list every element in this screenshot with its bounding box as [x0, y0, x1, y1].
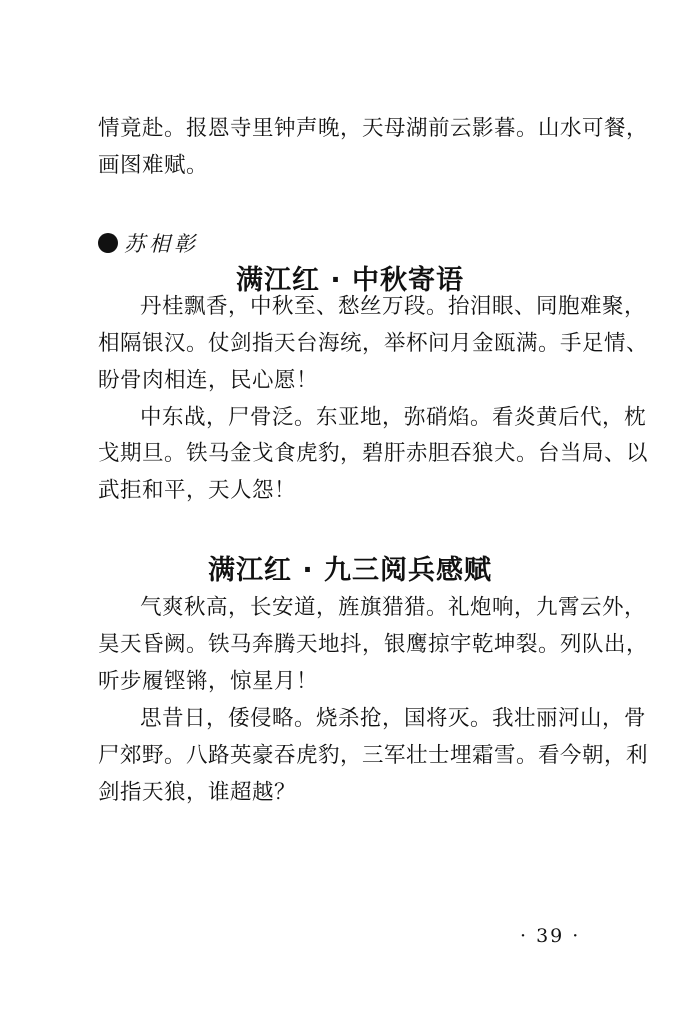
bullet-icon — [98, 233, 118, 253]
poem-line: 戈期旦。铁马金戈食虎豹，碧肝赤胆吞狼犬。台当局、以 — [98, 441, 649, 466]
poem-line: 剑指天狼，谁超越？ — [98, 780, 297, 805]
poem-line: 相隔银汉。仗剑指天台海统，举杯问月金瓯满。手足情、 — [98, 331, 649, 356]
poem-line: 盼骨肉相连，民心愿！ — [98, 368, 319, 393]
poem-line: 思昔日，倭侵略。烧杀抢，国将灭。我壮丽河山，骨 — [140, 706, 647, 731]
poem-line: 昊天昏阙。铁马奔腾天地抖，银鹰掠宇乾坤裂。列队出， — [98, 632, 649, 657]
poem-line: 中东战，尸骨泛。东亚地，弥硝焰。看炎黄后代，枕 — [140, 405, 647, 430]
page-number: · 39 · — [520, 925, 581, 947]
poem-line: 武拒和平，天人怨！ — [98, 478, 297, 503]
poem-line: 丹桂飘香，中秋至、愁丝万段。抬泪眼、同胞难聚， — [140, 294, 647, 319]
poem-title: 满江红 · 九三阅兵感赋 — [207, 555, 493, 586]
poem-title: 满江红 · 中秋寄语 — [235, 265, 465, 296]
poem-line: 听步履铿锵，惊星月！ — [98, 669, 319, 694]
continuation-line: 画图难赋。 — [98, 153, 209, 178]
poem-line: 气爽秋高，长安道，旌旗猎猎。礼炮响，九霄云外， — [140, 595, 647, 620]
author-heading — [98, 228, 199, 258]
author-name: 苏相彰 — [124, 232, 199, 256]
poem-line: 尸郊野。八路英豪吞虎豹，三军壮士埋霜雪。看今朝，利 — [98, 743, 649, 768]
continuation-line: 情竟赴。报恩寺里钟声晚，天母湖前云影暮。山水可餐， — [98, 116, 649, 141]
